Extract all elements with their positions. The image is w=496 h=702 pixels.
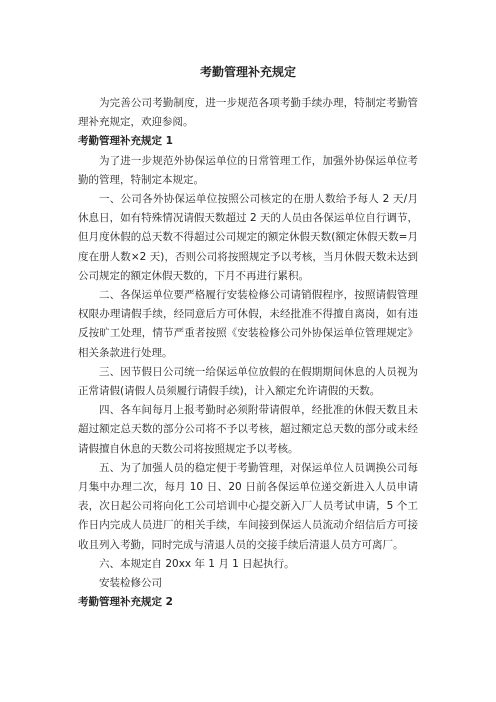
document-title: 考勤管理补充规定 <box>199 65 296 79</box>
section-1-item-1: 一、公司各外协保运单位按照公司核定的在册人数给予每人 2 天/月休息日，如有特殊情况请假天数超过 2 天的人员由各保运单位自行调节，但月度休假的总天数不得超过公司规定的额定休假天数(额定休假天数=月度在册人数×2 天)，否则公司将按照规定予以考核，当月休假天数未达到公司规定的额定休假天数的，下月不再进行累积。 <box>78 193 418 282</box>
section-1-item-4: 四、各车间每月上报考勤时必须附带请假单，经批准的休假天数且未超过额定总天数的部分公司将不予以考核，超过额定总天数的部分或未经请假擅自休息的天数公司将按照规定予以考核。 <box>78 404 418 455</box>
section-1-heading: 考勤管理补充规定 1 <box>78 135 173 148</box>
section-1-signature: 安装检修公司 <box>99 577 162 590</box>
section-1-item-6: 六、本规定自 20xx 年 1 月 1 日起执行。 <box>99 557 295 570</box>
section-1-item-2: 二、各保运单位要严格履行安装检修公司请销假程序，按照请假管理权限办理请假手续，经同意后方可休假，未经批准不得擅自离岗，如有违反按旷工处理，情节严重者按照《安装检修公司外协保运单位管理规定》相关条款进行处理。 <box>78 289 418 359</box>
section-1-item-3: 三、因节假日公司统一给保运单位放假的在假期期间休息的人员视为正常请假(请假人员须履行请假手续)，计入额定允许请假的天数。 <box>78 365 418 398</box>
document-body <box>78 94 418 612</box>
intro-paragraph: 为完善公司考勤制度，进一步规范各项考勤手续办理，特制定考勤管理补充规定，欢迎参阅。 <box>78 97 418 129</box>
section-1-intro: 为了进一步规范外协保运单位的日常管理工作，加强外协保运单位考勤的管理，特制定本规定。 <box>78 154 418 186</box>
section-1-item-5: 五、为了加强人员的稳定便于考勤管理，对保运单位人员调换公司每月集中办理二次，每月 10 日、20 日前各保运单位递交新进入人员申请表，次日起公司将向化工公司培训中心提交新入厂人员考试申请，5 个工作日内完成人员进厂的相关手续，车间接到保运人员流动介绍信后方可接收且列入考勤，同时完成与清退人员的交接手续后清退人员方可离厂。 <box>78 461 418 551</box>
section-2-heading: 考勤管理补充规定 2 <box>78 596 173 609</box>
